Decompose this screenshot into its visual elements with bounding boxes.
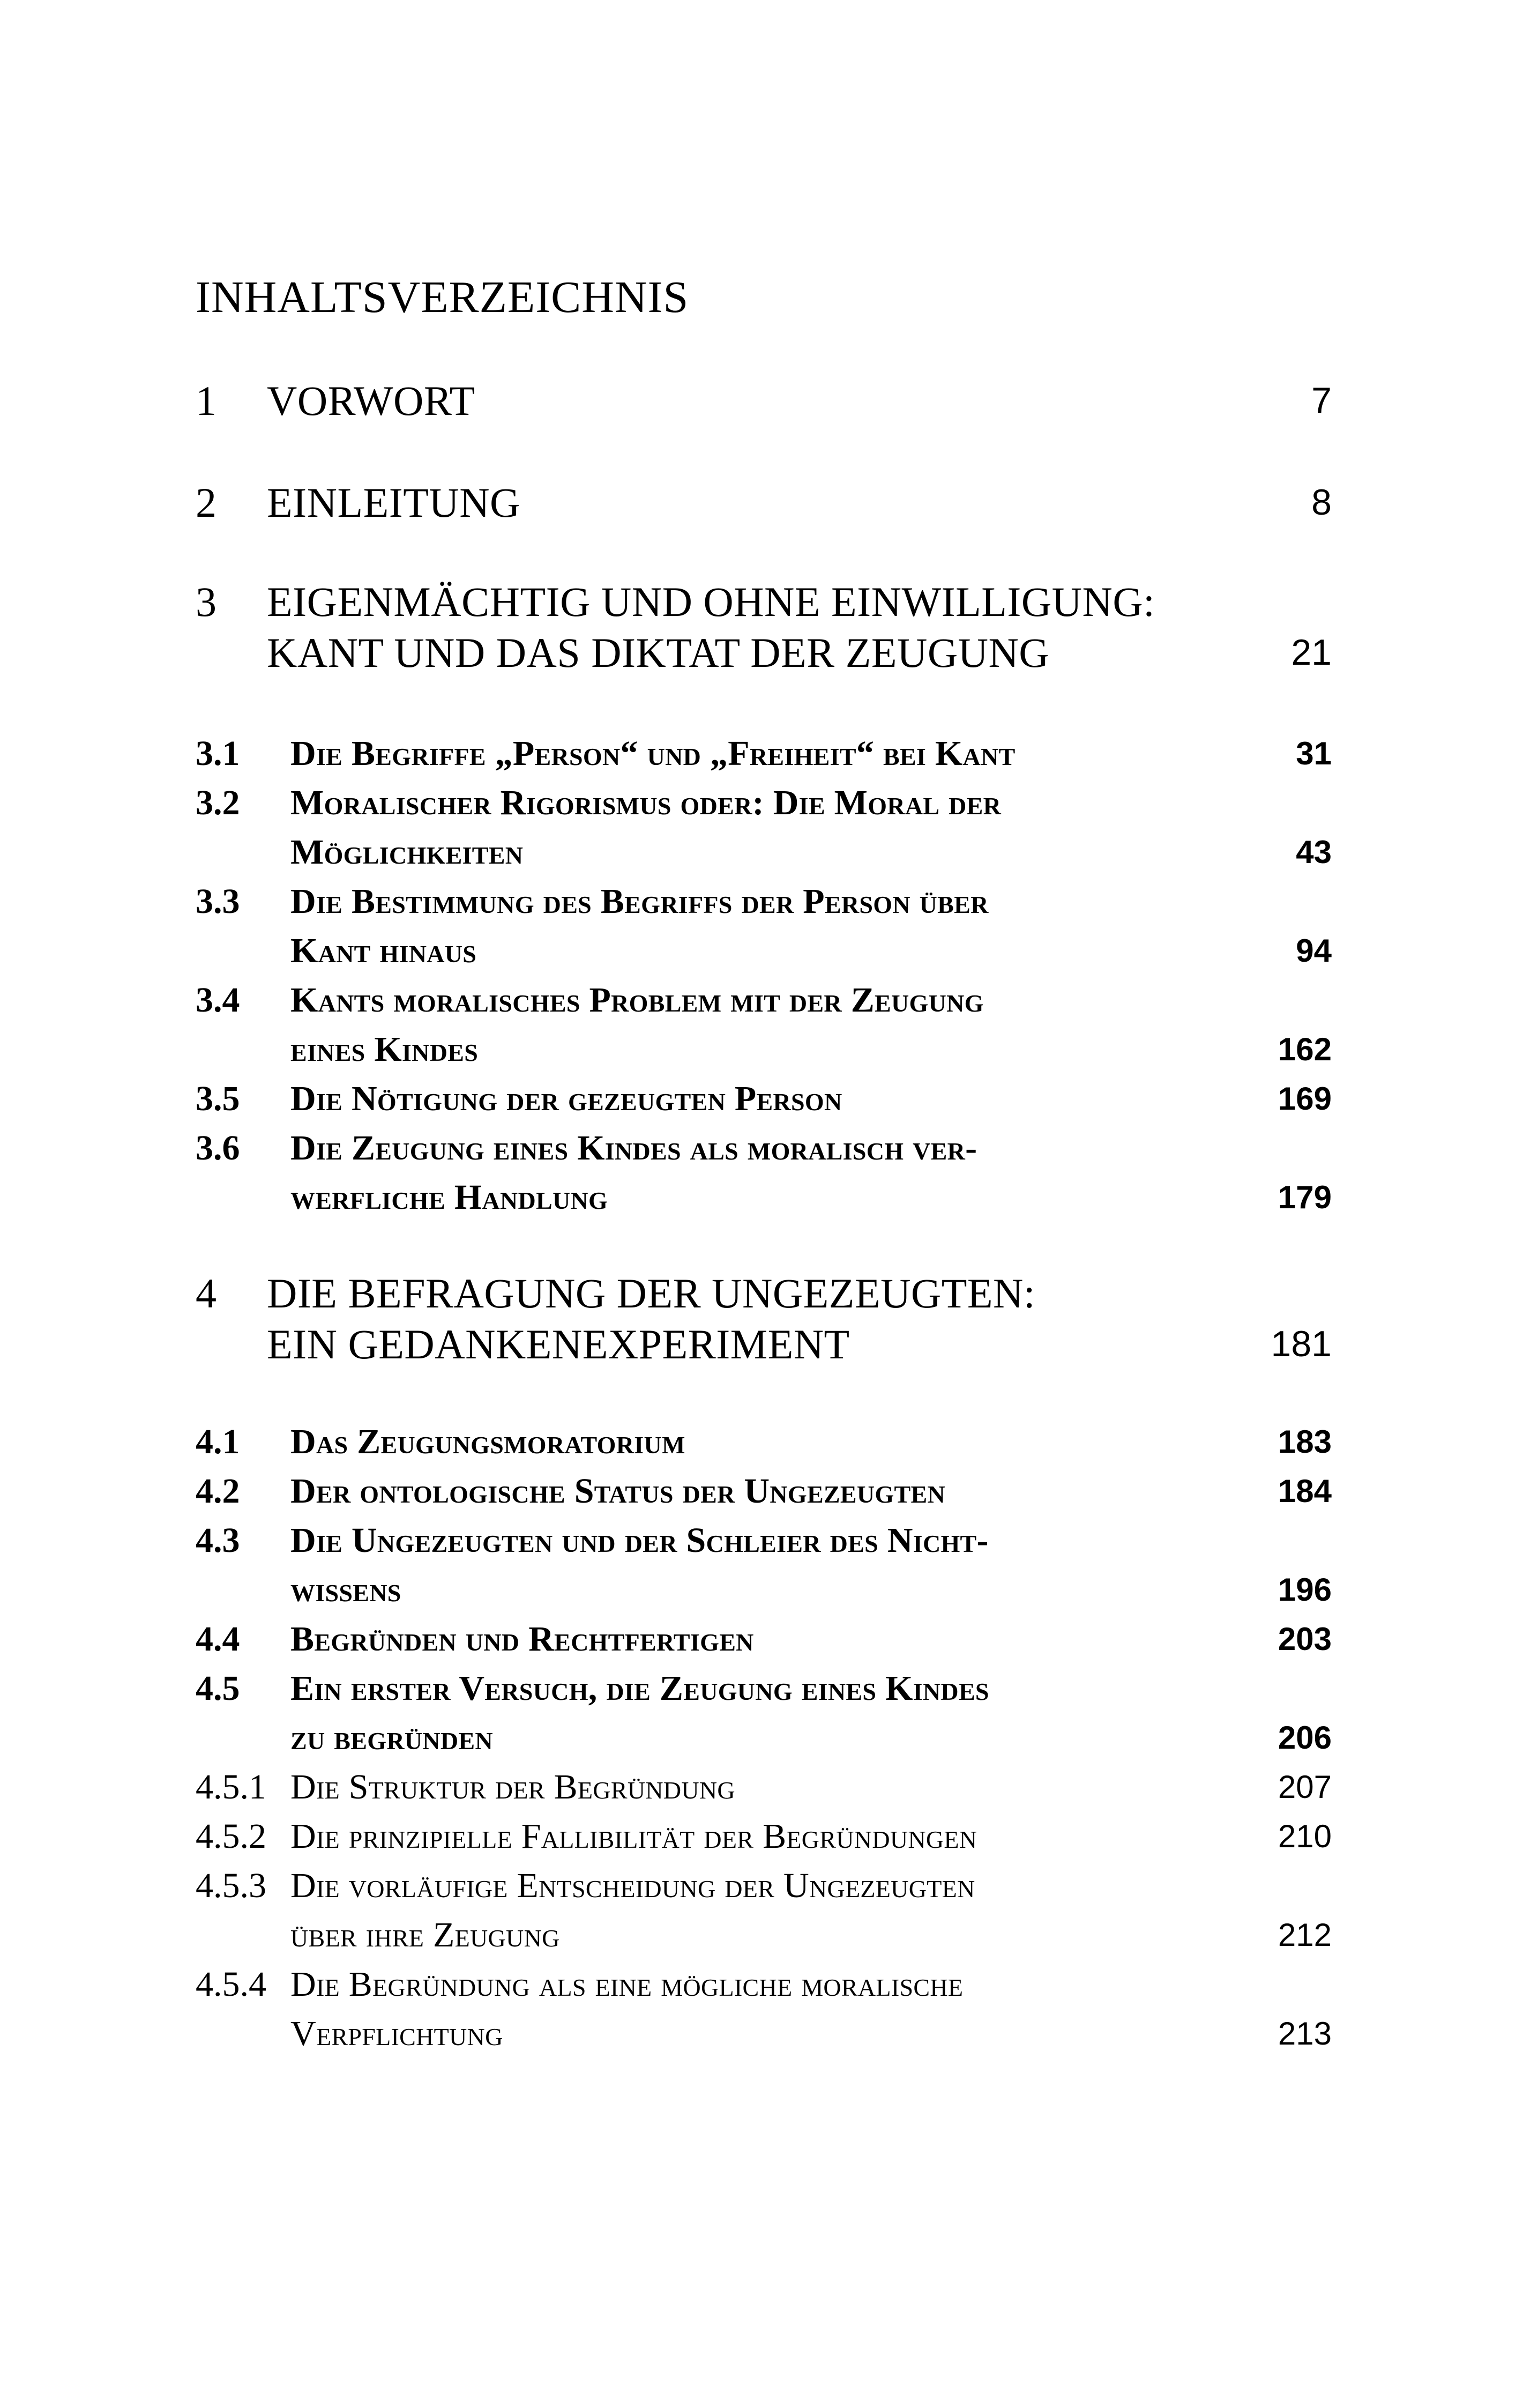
entry-title: VORWORT xyxy=(267,377,475,424)
toc-chapter-3 xyxy=(196,576,1332,678)
toc-subsection-4-5-1 xyxy=(196,1763,1332,1812)
entry-title: Die vorläufige Entscheidung der Ungezeugten über ihre Zeugung xyxy=(290,1866,975,1954)
entry-page: 43 xyxy=(1296,834,1332,870)
entry-title: Der ontologische Status der Ungezeugten xyxy=(290,1471,945,1511)
entry-number: 3.5 xyxy=(196,1079,240,1118)
entry-number: 4.5.4 xyxy=(196,1965,266,2004)
toc-section-3-6 xyxy=(196,1124,1332,1222)
entry-page: 183 xyxy=(1278,1424,1332,1460)
entry-number: 4.2 xyxy=(196,1471,240,1511)
toc-chapter-2 xyxy=(196,477,1332,528)
entry-title: Die prinzipielle Fallibilität der Begründungen xyxy=(290,1817,977,1856)
entry-title: Die Begründung als eine mögliche moralische Verpflichtung xyxy=(290,1965,964,2053)
entry-title: Die Nötigung der gezeugten Person xyxy=(290,1079,842,1118)
entry-number: 1 xyxy=(196,377,216,424)
entry-page: 31 xyxy=(1296,735,1332,771)
entry-page: 181 xyxy=(1271,1324,1332,1364)
entry-number: 4.5.2 xyxy=(196,1817,266,1856)
entry-title: Kants moralisches Problem mit der Zeugung eines Kindes xyxy=(290,980,984,1069)
entry-page: 7 xyxy=(1311,380,1332,421)
entry-title: Die Struktur der Begründung xyxy=(290,1767,735,1807)
toc-heading: INHALTSVERZEICHNIS xyxy=(196,272,689,322)
entry-number: 4.1 xyxy=(196,1422,240,1461)
entry-number: 4.3 xyxy=(196,1521,240,1560)
entry-title: Die Begriffe „Person“ und „Freiheit“ bei Kant xyxy=(290,734,1016,773)
entry-page: 203 xyxy=(1278,1621,1332,1657)
toc-section-3-2 xyxy=(196,778,1332,877)
entry-title: Die Ungezeugten und der Schleier des Nicht- wissens xyxy=(290,1521,989,1609)
toc-subsection-4-5-3 xyxy=(196,1861,1332,1960)
toc-subsection-4-5-4 xyxy=(196,1960,1332,2058)
entry-number: 2 xyxy=(196,479,216,526)
toc-section-4-1 xyxy=(196,1417,1332,1467)
entry-number: 4.5.1 xyxy=(196,1767,266,1807)
entry-title: Die Zeugung eines Kindes als moralisch ver- werfliche Handlung xyxy=(290,1128,977,1217)
entry-number: 3 xyxy=(196,578,216,625)
entry-number: 4.5 xyxy=(196,1669,240,1708)
toc-section-3-1 xyxy=(196,729,1332,778)
toc-section-3-3 xyxy=(196,877,1332,976)
entry-page: 206 xyxy=(1278,1720,1332,1756)
toc-chapter-4 xyxy=(196,1268,1332,1370)
entry-title: EIGENMÄCHTIG UND OHNE EINWILLIGUNG: KANT UND DAS DIKTAT DER ZEUGUNG xyxy=(267,578,1155,676)
entry-number: 4 xyxy=(196,1270,216,1317)
entry-page: 213 xyxy=(1278,2016,1332,2052)
toc-section-4-4 xyxy=(196,1615,1332,1664)
entry-number: 3.1 xyxy=(196,734,240,773)
entry-title: Die Bestimmung des Begriffs der Person über Kant hinaus xyxy=(290,882,989,970)
entry-page: 94 xyxy=(1296,933,1332,969)
toc-section-3-4 xyxy=(196,976,1332,1074)
entry-title: Moralischer Rigorismus oder: Die Moral der Möglichkeiten xyxy=(290,783,1002,872)
entry-title: DIE BEFRAGUNG DER UNGEZEUGTEN: EIN GEDANKENEXPERIMENT xyxy=(267,1270,1036,1367)
toc-section-4-3 xyxy=(196,1516,1332,1615)
entry-page: 184 xyxy=(1278,1473,1332,1509)
entry-page: 8 xyxy=(1311,482,1332,523)
entry-page: 212 xyxy=(1278,1917,1332,1953)
entry-page: 162 xyxy=(1278,1031,1332,1067)
entry-number: 3.4 xyxy=(196,980,240,1020)
toc-section-3-5 xyxy=(196,1074,1332,1124)
entry-title: Ein erster Versuch, die Zeugung eines Kindes zu begründen xyxy=(290,1669,989,1757)
toc-section-4-5 xyxy=(196,1664,1332,1763)
entry-number: 3.3 xyxy=(196,882,240,921)
entry-page: 210 xyxy=(1278,1818,1332,1854)
entry-page: 207 xyxy=(1278,1769,1332,1805)
entry-number: 4.4 xyxy=(196,1619,240,1659)
entry-page: 179 xyxy=(1278,1179,1332,1215)
toc-subsection-4-5-2 xyxy=(196,1812,1332,1861)
entry-title: Begründen und Rechtfertigen xyxy=(290,1619,754,1659)
entry-page: 196 xyxy=(1278,1572,1332,1608)
toc-section-4-2 xyxy=(196,1467,1332,1516)
entry-number: 3.2 xyxy=(196,783,240,822)
entry-number: 3.6 xyxy=(196,1128,240,1168)
entry-number: 4.5.3 xyxy=(196,1866,266,1905)
entry-title: EINLEITUNG xyxy=(267,479,520,526)
entry-title: Das Zeugungsmoratorium xyxy=(290,1422,685,1461)
entry-page: 169 xyxy=(1278,1081,1332,1117)
toc-chapter-1 xyxy=(196,375,1332,426)
entry-page: 21 xyxy=(1291,632,1332,673)
